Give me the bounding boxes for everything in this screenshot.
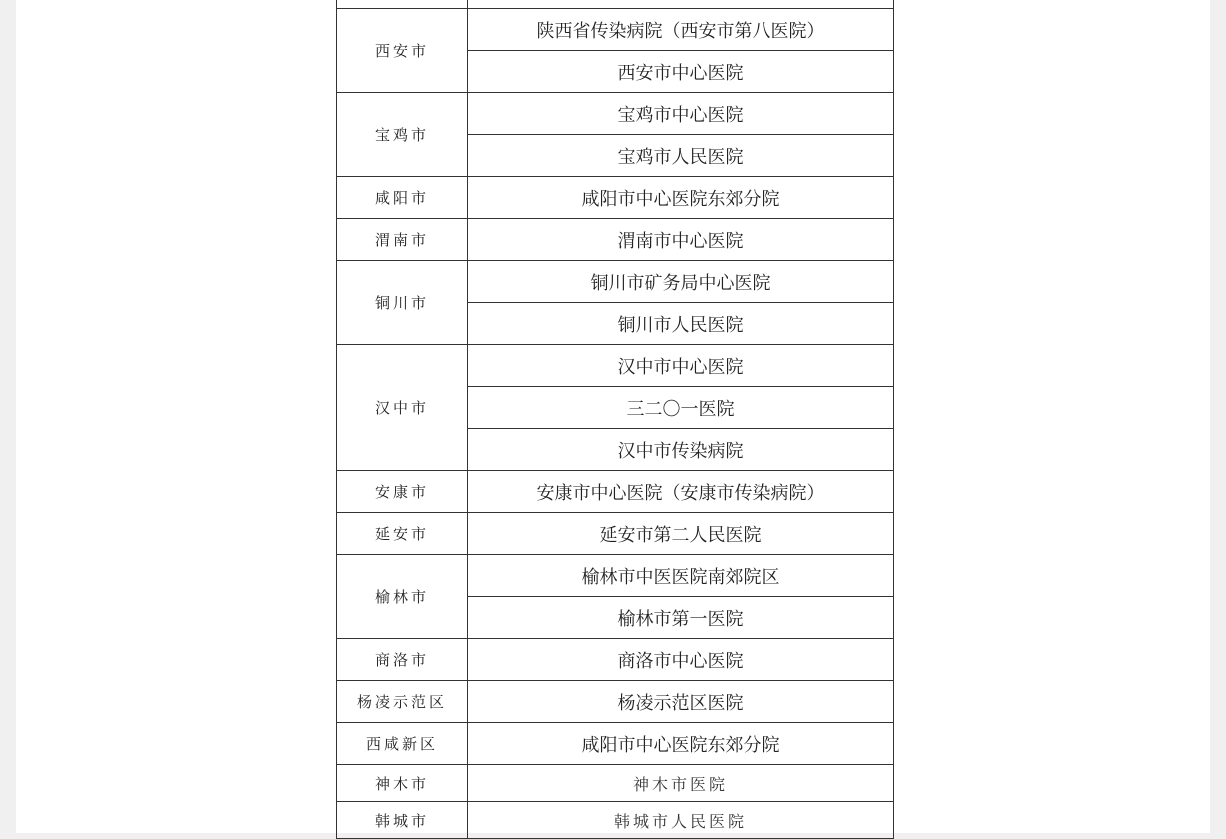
hospital-cell: 渭南市中心医院 xyxy=(468,219,894,261)
region-cell: 汉中市 xyxy=(337,345,468,471)
hospital-cell: 韩城市人民医院 xyxy=(468,802,894,839)
region-cell: 西安市 xyxy=(337,9,468,93)
region-cell: 渭南市 xyxy=(337,219,468,261)
hospital-cell: 宝鸡市中心医院 xyxy=(468,93,894,135)
region-cell: 神木市 xyxy=(337,765,468,802)
hospital-cell: 安康市中心医院（安康市传染病院） xyxy=(468,471,894,513)
designated-hospital-table xyxy=(336,0,894,839)
region-cell: 榆林市 xyxy=(337,555,468,639)
table-row xyxy=(337,765,894,802)
region-cell: 宝鸡市 xyxy=(337,93,468,177)
table-row xyxy=(337,177,894,219)
table-row xyxy=(337,0,894,9)
hospital-cell: 三二〇一医院 xyxy=(468,387,894,429)
region-cell: 商洛市 xyxy=(337,639,468,681)
table-row xyxy=(337,471,894,513)
table-row xyxy=(337,555,894,597)
hospital-cell: 榆林市第一医院 xyxy=(468,597,894,639)
hospital-cell: 咸阳市中心医院东郊分院 xyxy=(468,177,894,219)
hospital-cell: 陕西省传染病院（西安市第八医院） xyxy=(468,9,894,51)
hospital-cell: 神木市医院 xyxy=(468,765,894,802)
hospital-cell: 铜川市矿务局中心医院 xyxy=(468,261,894,303)
hospital-cell: 铜川市人民医院 xyxy=(468,303,894,345)
region-cell: 铜川市 xyxy=(337,261,468,345)
document-page xyxy=(16,0,1210,833)
region-cell: 西咸新区 xyxy=(337,723,468,765)
table-row xyxy=(337,513,894,555)
hospital-cell: 商洛市中心医院 xyxy=(468,639,894,681)
region-cell: 韩城市 xyxy=(337,802,468,839)
table-row xyxy=(337,345,894,387)
table-row xyxy=(337,261,894,303)
region-cell: 咸阳市 xyxy=(337,177,468,219)
region-cell: 杨凌示范区 xyxy=(337,681,468,723)
hospital-cell: 西安市中心医院 xyxy=(468,51,894,93)
table-body xyxy=(337,0,894,839)
table-row xyxy=(337,681,894,723)
hospital-cell: 宝鸡市人民医院 xyxy=(468,135,894,177)
region-cell xyxy=(337,0,468,9)
hospital-cell: 榆林市中医医院南郊院区 xyxy=(468,555,894,597)
hospital-cell: 咸阳市中心医院东郊分院 xyxy=(468,723,894,765)
hospital-cell: 汉中市传染病院 xyxy=(468,429,894,471)
hospital-cell: 延安市第二人民医院 xyxy=(468,513,894,555)
table-row xyxy=(337,219,894,261)
hospital-cell: 汉中市中心医院 xyxy=(468,345,894,387)
table-row xyxy=(337,723,894,765)
table-row xyxy=(337,9,894,51)
hospital-cell: 杨凌示范区医院 xyxy=(468,681,894,723)
table-row xyxy=(337,93,894,135)
region-cell: 安康市 xyxy=(337,471,468,513)
region-cell: 延安市 xyxy=(337,513,468,555)
table-row xyxy=(337,639,894,681)
hospital-cell xyxy=(468,0,894,9)
